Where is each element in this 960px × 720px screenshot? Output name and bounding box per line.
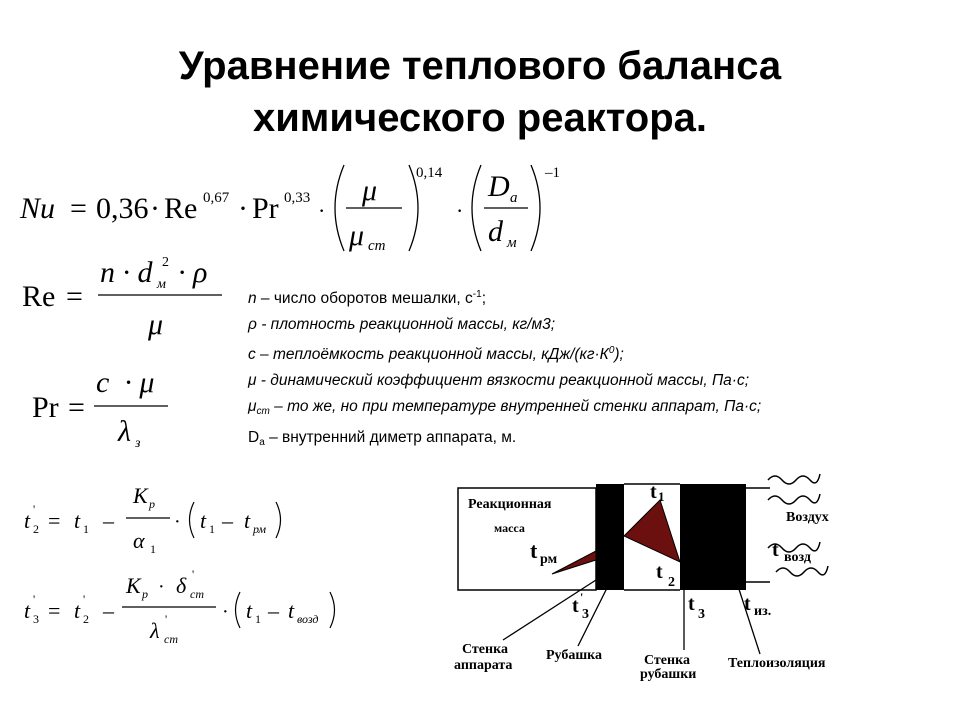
jacket-wall-label-2: рубашки [640, 667, 697, 682]
t2-right-paren [276, 502, 281, 538]
t3-t2-superscript: ' [83, 592, 86, 606]
t2-t1: t [74, 508, 81, 533]
t2-equation [24, 483, 281, 556]
nu-dm: d [488, 215, 503, 248]
re-numerator-subscript: м [157, 277, 166, 292]
t2-lhs: t [24, 508, 31, 533]
t3-right-paren [330, 592, 335, 628]
legend-sup-c: 0 [608, 345, 615, 356]
air-wave-2 [768, 494, 820, 504]
nu-dot-4: · [456, 198, 464, 223]
t3-denominator: λ [150, 618, 160, 643]
t3-label: t [688, 593, 695, 615]
t3-paren-t2-subscript: возд [297, 612, 319, 626]
legend-line-da [248, 425, 948, 456]
t1-label: t [650, 481, 657, 503]
legend-sub-da: а [259, 437, 265, 448]
nu-da: D [488, 170, 510, 203]
nu-dm-subscript: м [507, 235, 517, 251]
t3-numerator-k-subscript: p [142, 587, 148, 601]
jacket-label: Рубашка [546, 648, 603, 663]
t3-numerator-delta-superscript: ' [192, 567, 195, 581]
nu-lhs: Nu [20, 192, 56, 225]
pr-equation [32, 366, 168, 451]
t2-lhs-superscript: ' [33, 502, 36, 516]
t3-lhs-superscript: ' [33, 592, 36, 606]
slide-title-line-2: химического реактора. [252, 96, 708, 140]
nu-re-exponent: 0,67 [203, 190, 230, 206]
t2-paren-t2-subscript: рм [253, 522, 267, 536]
t3-equation [24, 567, 335, 646]
nu-exponent-1: 0,14 [416, 165, 443, 181]
t2-paren-t1-subscript: 1 [209, 522, 215, 536]
re-numerator: n · d [100, 256, 153, 289]
legend-text-n: – число оборотов мешалки, с [256, 290, 473, 307]
t2-denominator-subscript: 1 [150, 542, 156, 556]
nu-equals: = [70, 192, 87, 225]
legend-end-c: ); [614, 346, 624, 363]
t-rm-label: t [530, 538, 538, 563]
temperature-profile-jacket [624, 500, 680, 562]
t3-prime-superscript: ' [580, 590, 584, 604]
jacket-wall-label-1: Стенка [644, 653, 690, 668]
t3-t2-subscript: 2 [83, 612, 89, 626]
nu-mu-st: μ [349, 219, 365, 252]
t-iz-label: t [744, 593, 751, 615]
air-label: Воздух [786, 510, 829, 525]
legend-symbol-mu: μ [248, 372, 257, 389]
air-wave-1 [768, 474, 820, 484]
nu-equation [19, 165, 560, 254]
slide-title-line-1: Уравнение теплового баланса [178, 44, 782, 88]
nu-dot-1: · [150, 192, 160, 225]
t-vozd-subscript: возд [784, 550, 811, 565]
legend-line-n [248, 282, 948, 312]
t3-numerator-k: K [126, 573, 141, 598]
pr-denominator-subscript: з [135, 436, 141, 451]
t2-numerator: K [133, 483, 148, 508]
t3-dot: · [222, 601, 229, 623]
pr-numerator: c · μ [96, 366, 155, 399]
t3-paren-t2: t [288, 598, 295, 623]
t2-lhs-subscript: 2 [33, 522, 39, 536]
legend-line-mu [248, 368, 948, 394]
t-rm-subscript: рм [540, 552, 558, 567]
apparatus-wall [596, 484, 624, 590]
apparatus-wall-label-2: аппарата [454, 658, 513, 673]
t2-diagram-label: t [656, 561, 663, 583]
re-equation [22, 255, 222, 341]
t3-lhs-subscript: 3 [33, 612, 39, 626]
legend-symbol-n: n [248, 290, 257, 307]
t2-equals: = [48, 508, 61, 533]
variable-legend [248, 282, 948, 456]
t3-equals: = [48, 598, 61, 623]
t1-subscript: 1 [658, 489, 665, 504]
pr-equals: = [68, 391, 85, 424]
t3-minus: – [103, 598, 114, 623]
legend-line-rho [248, 312, 948, 338]
legend-line-mu-st [248, 394, 948, 425]
nu-da-subscript: а [510, 190, 518, 206]
t2-paren-minus: – [222, 508, 233, 533]
t3-numerator-delta: δ [176, 573, 187, 598]
nu-pr: Pr [252, 192, 279, 225]
air-wave-4 [776, 566, 828, 576]
nu-re: Re [164, 192, 198, 225]
legend-sup-n: -1 [472, 289, 482, 300]
pr-lhs: Pr [32, 391, 59, 424]
t3-left-paren [236, 592, 241, 628]
nu-left-paren-2 [472, 165, 481, 251]
insulation-label: Теплоизоляция [728, 656, 826, 671]
t3-lhs: t [24, 598, 31, 623]
t2-left-paren [190, 502, 195, 538]
nu-coefficient: 0,36 [96, 192, 149, 225]
t3-prime-label: t [572, 595, 579, 617]
nu-exponent-2: –1 [545, 165, 560, 181]
t3-subscript: 3 [698, 607, 705, 622]
legend-symbol-rho: ρ [248, 316, 257, 333]
nu-mu-numerator: μ [362, 174, 378, 207]
t2-t1-subscript: 1 [83, 522, 89, 536]
apparatus-wall-label-1: Стенка [462, 642, 508, 657]
t2-paren-t1: t [200, 508, 207, 533]
reaction-mass-label-1: Реакционная [468, 497, 552, 512]
re-equals: = [66, 280, 83, 313]
reaction-mass-label-2: масса [494, 521, 525, 535]
t-iz-subscript: из. [754, 604, 772, 619]
nu-dot-3: · [318, 198, 326, 223]
nu-mu-st-subscript: ст [368, 238, 386, 254]
re-denominator: μ [148, 308, 164, 341]
legend-text-rho: - плотность реакционной массы, кг/м3; [256, 316, 556, 333]
t3-t2: t [74, 598, 81, 623]
nu-left-paren-1 [335, 165, 344, 251]
t2-denominator: α [133, 528, 145, 553]
pr-denominator: λ [118, 415, 131, 448]
legend-text-c: – теплоёмкость реакционной массы, кДж/(кг·К [255, 346, 609, 363]
t3-prime-subscript: 3 [582, 607, 589, 622]
legend-text-da: – внутренний диметр аппарата, м. [264, 429, 517, 446]
re-numerator-rest: · ρ [178, 256, 208, 289]
re-numerator-superscript: 2 [162, 255, 169, 270]
legend-end-n: ; [481, 290, 486, 307]
legend-sub-mu-st: ст [256, 406, 270, 417]
t3-paren-t1: t [246, 598, 253, 623]
t3-numerator-delta-subscript: ст [190, 587, 204, 601]
t3-denominator-superscript: ' [165, 612, 168, 626]
nu-pr-exponent: 0,33 [284, 190, 311, 206]
t2-paren-t2: t [244, 508, 251, 533]
heat-transfer-diagram [454, 474, 829, 682]
t-vozd-label: t [772, 539, 779, 561]
legend-line-c [248, 338, 948, 368]
legend-symbol-c: с [248, 346, 256, 363]
legend-symbol-mu-st: μ [248, 398, 257, 415]
t2-numerator-subscript: p [149, 497, 155, 511]
t3-numerator-dot: · [158, 576, 165, 598]
legend-text-mu-st: – то же, но при температуре внутренней стенки аппарат, Па·с; [269, 398, 762, 415]
t2-diagram-subscript: 2 [668, 575, 675, 590]
t3-denominator-subscript: ст [164, 632, 178, 646]
t2-minus: – [103, 508, 114, 533]
jacket-wall [680, 484, 746, 590]
re-lhs: Re [22, 280, 56, 313]
t2-dot: · [174, 511, 181, 533]
t3-paren-minus: – [268, 598, 279, 623]
nu-right-paren-2 [531, 165, 540, 251]
nu-dot-2: · [238, 192, 248, 225]
legend-symbol-da: D [248, 429, 260, 446]
t3-paren-t1-subscript: 1 [255, 612, 261, 626]
legend-text-mu: - динамический коэффициент вязкости реакционной массы, Па·с; [256, 372, 750, 389]
